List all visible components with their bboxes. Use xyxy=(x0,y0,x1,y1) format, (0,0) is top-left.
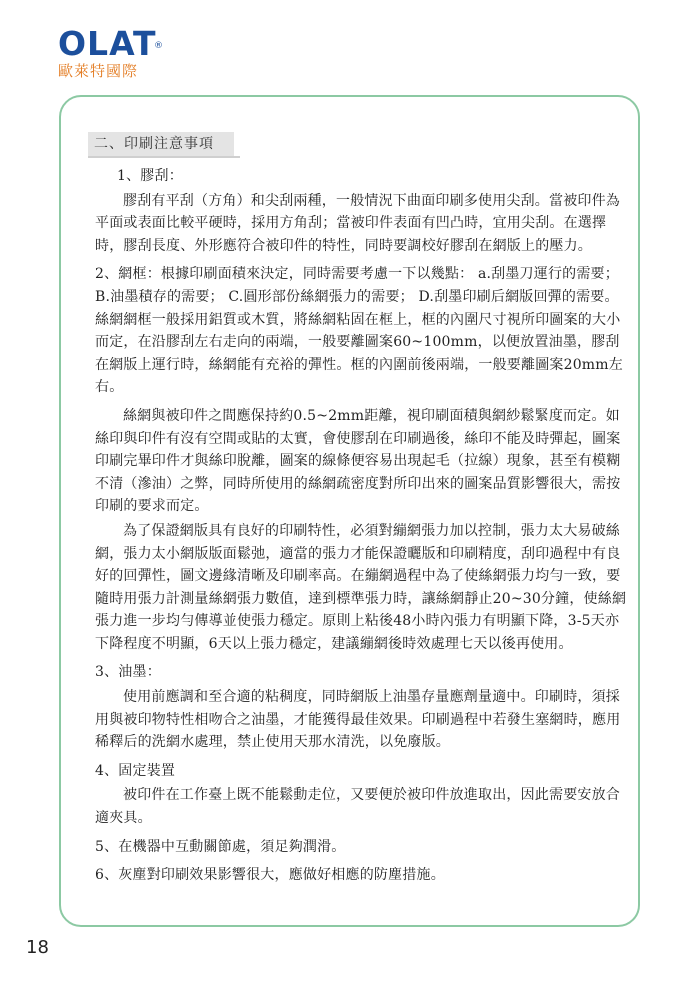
tension-paragraph: 為了保證網版具有良好的印刷特性，必須對繃網張力加以控制，張力太大易破絲網，張力太小網版版面鬆弛，適當的張力才能保證曬版和印刷精度，刮印過程中有良好的回彈性，圖文邊緣清晰及印刷率高。在繃網過程中為了使絲網張力均勻一致，要隨時用張力計測量絲網張力數值，達到標準張力時，讓絲網靜止20~30分鐘，使絲網張力進一步均勻傳導並使張力穩定。原則上粘後48小時內張力有明顯下降，3-5天亦下降程度不明顯，6天以上張力穩定，建議繃網後時效處理七天以後再使用。 xyxy=(95,522,627,652)
logo-chinese-name: 歐萊特國際 xyxy=(58,62,139,80)
ink-paragraph: 使用前應調和至合適的粘稠度，同時網版上油墨存量應劑量適中。印刷時，須採用與被印物特性相吻合之油墨，才能獲得最佳效果。印刷過程中若發生塞網時，應用稀釋后的洗網水處理，禁止使用天那水清洗，以免廢版。 xyxy=(95,689,621,751)
logo-wordmark xyxy=(58,26,168,62)
dust-item: 6、灰塵對印刷效果影響很大，應做好相應的防塵措施。 xyxy=(95,867,445,884)
lubrication-item: 5、在機器中互動關節處，須足夠潤滑。 xyxy=(95,838,346,855)
ink-heading: 3、油墨： xyxy=(95,664,161,681)
olat-logo xyxy=(58,26,168,86)
section-title: 二、印刷注意事項 xyxy=(88,132,234,156)
squeegee-paragraph: 膠刮有平刮（方角）和尖刮兩種，一般情況下曲面印刷多使用尖刮。當被印件為平面或表面比較平硬時，採用方角刮；當被印件表面有凹凸時，宜用尖刮。在選擇時，膠刮長度、外形應符合被印件的特性，同時要調校好膠刮在網版上的壓力。 xyxy=(95,192,620,254)
fixture-heading: 4、固定裝置 xyxy=(95,762,176,779)
gap-paragraph: 絲網與被印件之間應保持約0.5~2mm距離，視印刷面積與網紗鬆緊度而定。如絲印與印件有沒有空間或貼的太實，會使膠刮在印刷過後，絲印不能及時彈起，圖案印刷完畢印件才與絲印脫離，圖案的線條便容易出現起毛（拉線）現象，甚至有模糊不清（滲油）之弊，同時所使用的絲網疏密度對所印出來的圖案品質影響很大，需按印刷的要求而定。 xyxy=(95,407,621,515)
document-body xyxy=(95,163,630,889)
page-number: 18 xyxy=(26,937,49,958)
frame-paragraph: 2、網框：根據印刷面積來決定，同時需要考慮一下以幾點： a.刮墨刀運行的需要；B.油墨積存的需要； C.圓形部份絲網張力的需要； D.刮墨印刷后網版回彈的需要。絲網網框一般採用鋁質或木質，將絲網粘固在框上，框的內圍尺寸視所印圖案的大小而定，在沿膠刮左右走向的兩端，一般要離圖案60~100mm，以便放置油墨，膠刮在網版上運行時，絲網能有充裕的彈性。框的內圍前後兩端，一般要離圖案20mm左右。 xyxy=(95,266,623,396)
logo-brand-text: OLAT xyxy=(58,24,157,63)
fixture-paragraph: 被印件在工作臺上既不能鬆動走位，又要便於被印件放進取出，因此需要安放合適夾具。 xyxy=(95,787,620,827)
squeegee-heading: 1、膠刮： xyxy=(117,168,183,184)
registered-mark: ® xyxy=(154,41,164,51)
